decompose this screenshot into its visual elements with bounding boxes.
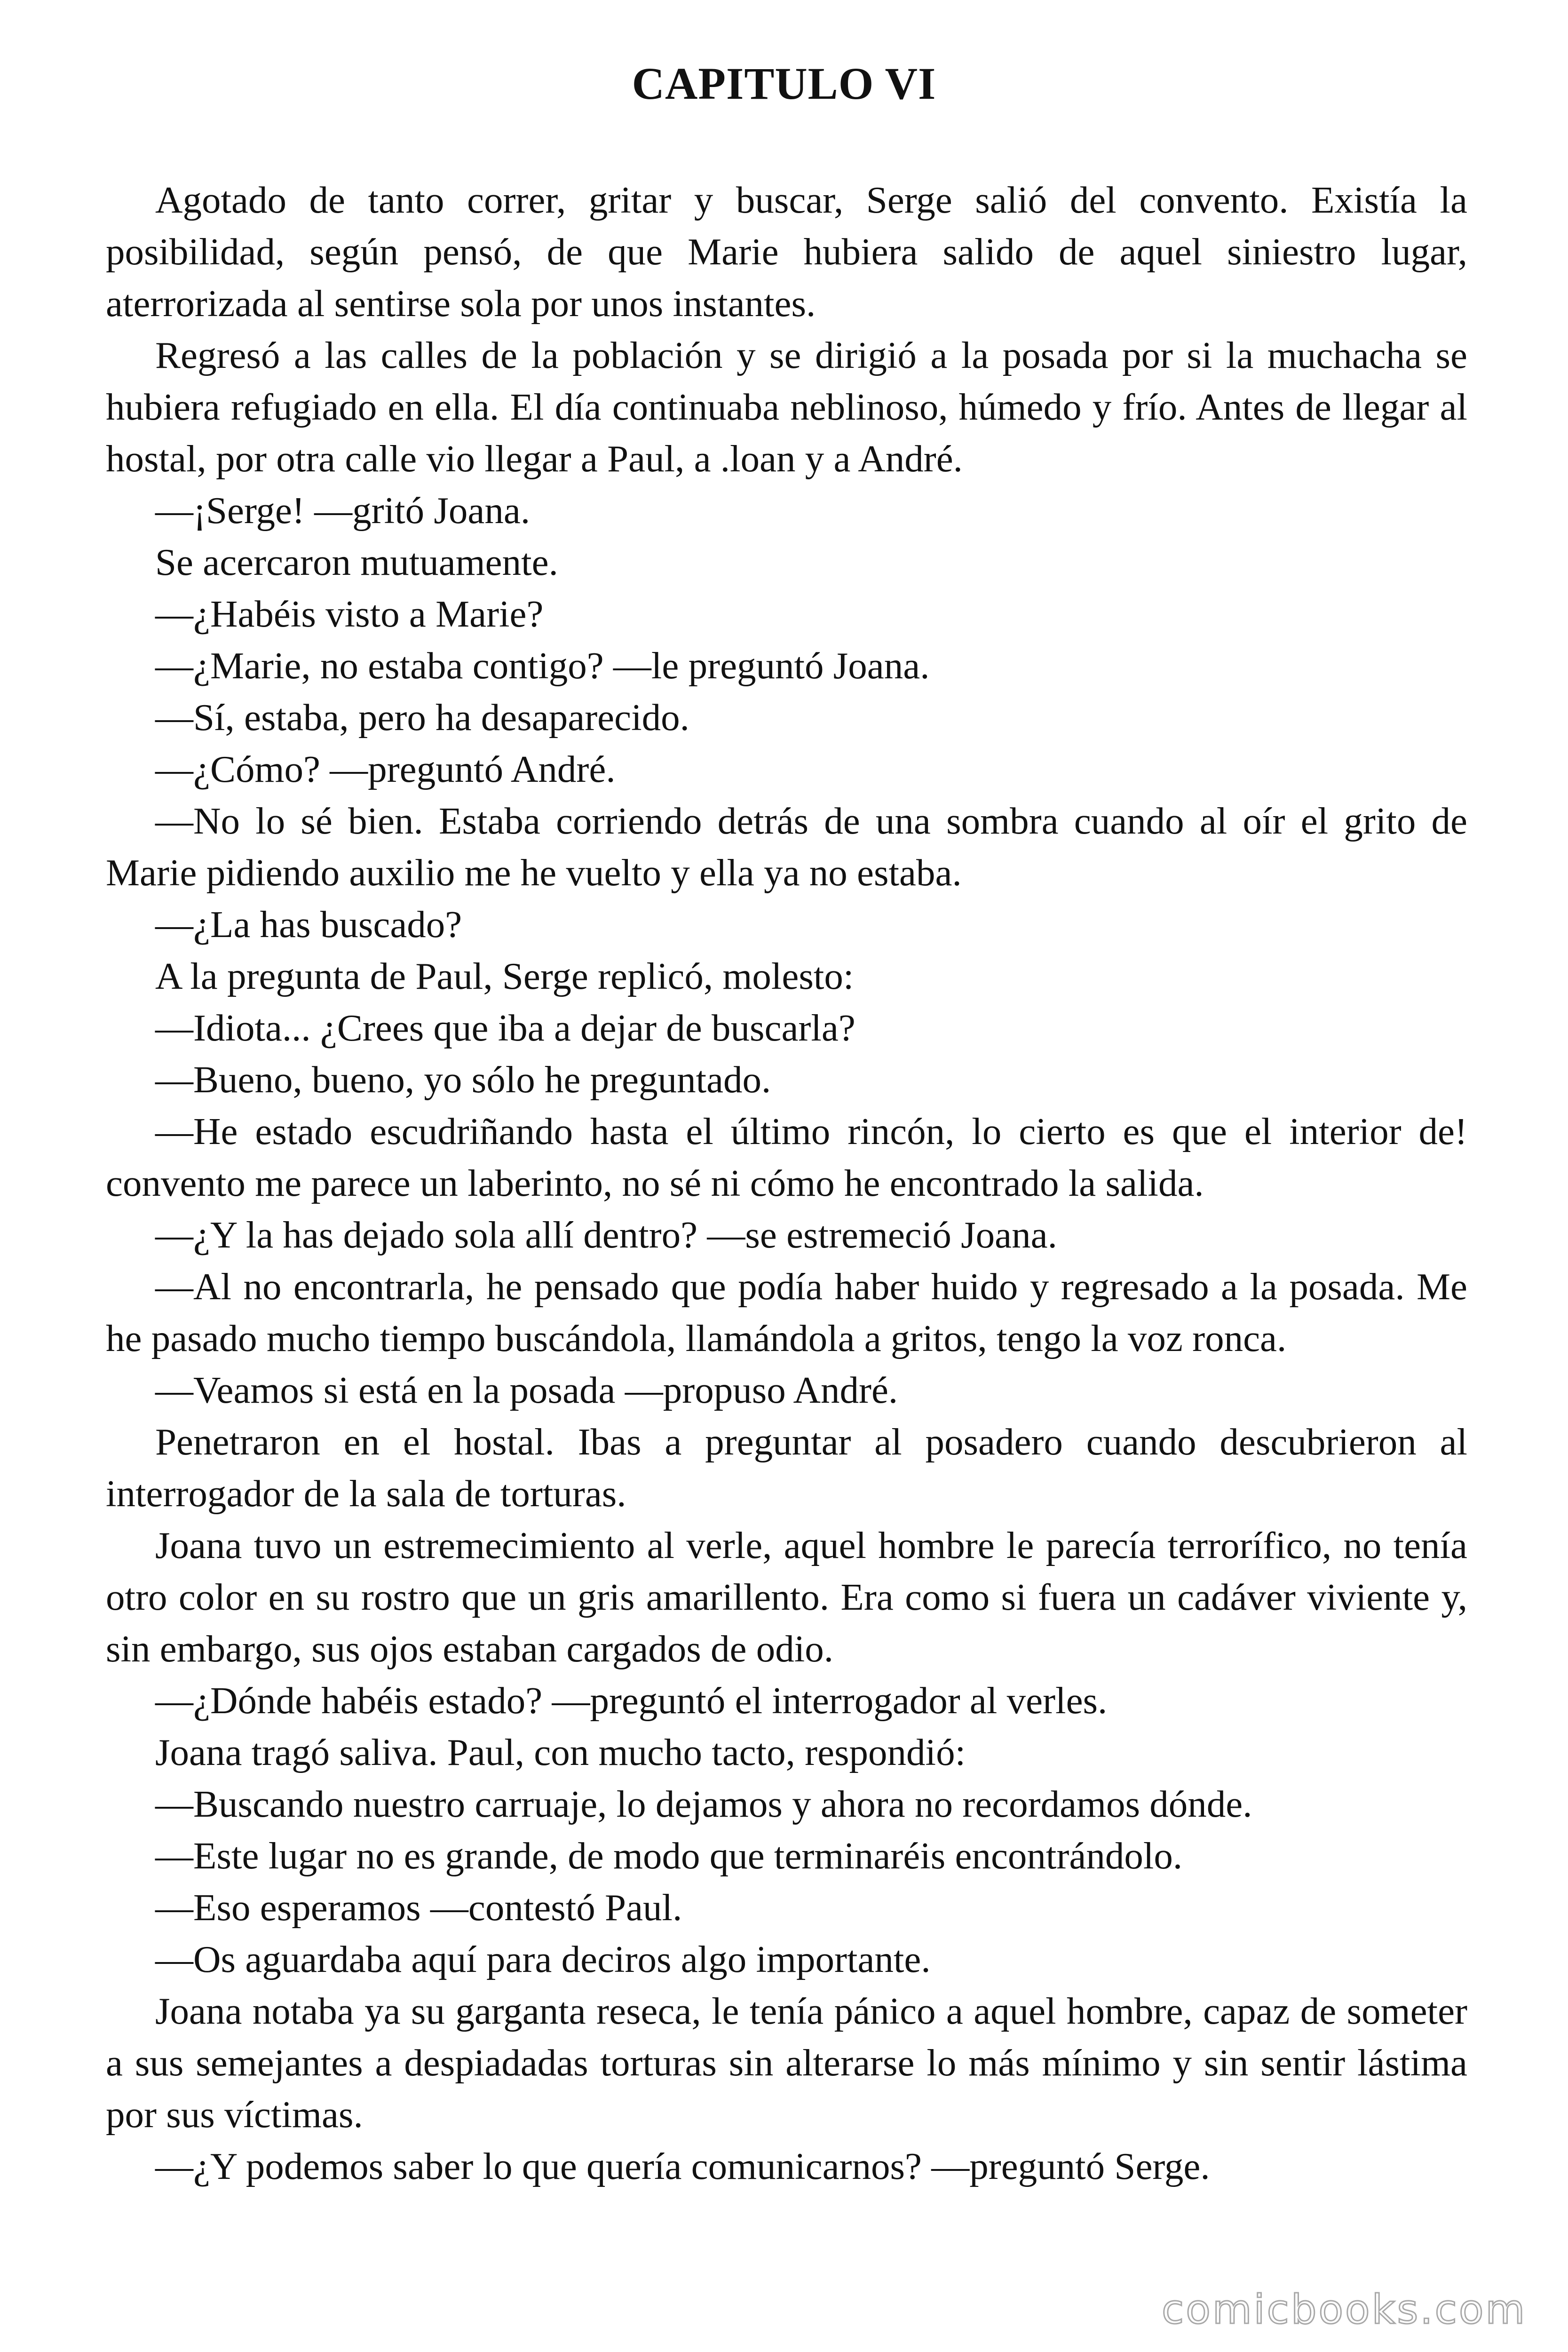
paragraph: —¿Marie, no estaba contigo? —le preguntó Joana. — [155, 644, 930, 687]
paragraph: —Sí, estaba, pero ha desaparecido. — [155, 696, 689, 739]
paragraph: Joana notaba ya su garganta reseca, le tenía pánico a aquel hombre, capaz de someter a sus semejantes a despiadadas torturas sin alterarse lo más mínimo y sin sentir lástima por sus víctimas. — [106, 1990, 1467, 2136]
paragraph: —¡Serge! —gritó Joana. — [155, 489, 531, 532]
paragraph: —Este lugar no es grande, de modo que terminaréis encontrándolo. — [155, 1835, 1183, 1877]
paragraph: —Eso esperamos —contestó Paul. — [155, 1886, 682, 1929]
paragraph: Joana tuvo un estremecimiento al verle, aquel hombre le parecía terrorífico, no tenía otro color en su rostro que un gris amarillento. Era como si fuera un cadáver viviente y, sin embargo, sus ojos estaban cargados de odio. — [106, 1524, 1467, 1670]
paragraph: A la pregunta de Paul, Serge replicó, molesto: — [155, 955, 854, 997]
paragraph: —¿Y podemos saber lo que quería comunicarnos? —preguntó Serge. — [155, 2145, 1210, 2187]
body-text — [106, 174, 1467, 2192]
paragraph: —¿Cómo? —preguntó André. — [155, 748, 616, 790]
paragraph: Se acercaron mutuamente. — [155, 541, 558, 583]
watermark: comicbooks.com — [1162, 2286, 1527, 2333]
paragraph: —Bueno, bueno, yo sólo he preguntado. — [155, 1058, 771, 1101]
chapter-title: CAPITULO VI — [632, 58, 936, 109]
paragraph: —¿La has buscado? — [155, 903, 462, 946]
paragraph: Regresó a las calles de la población y se dirigió a la posada por si la muchacha se hubiera refugiado en ella. El día continuaba neblinoso, húmedo y frío. Antes de llegar al hostal, por otra calle vio llegar a Paul, a .loan y a André. — [106, 334, 1467, 480]
paragraph: —¿Y la has dejado sola allí dentro? —se estremeció Joana. — [155, 1214, 1057, 1256]
paragraph: —Os aguardaba aquí para deciros algo importante. — [155, 1938, 931, 1980]
paragraph: Agotado de tanto correr, gritar y buscar, Serge salió del convento. Existía la posibilidad, según pensó, de que Marie hubiera salido de aquel siniestro lugar, aterrorizada al sentirse sola por unos instantes. — [106, 179, 1467, 325]
paragraph: —¿Dónde habéis estado? —preguntó el interrogador al verles. — [155, 1679, 1108, 1722]
paragraph: —Buscando nuestro carruaje, lo dejamos y ahora no recordamos dónde. — [155, 1783, 1252, 1825]
paragraph: Joana tragó saliva. Paul, con mucho tacto, respondió: — [155, 1731, 966, 1773]
paragraph: —Idiota... ¿Crees que iba a dejar de buscarla? — [155, 1007, 855, 1049]
paragraph: —No lo sé bien. Estaba corriendo detrás de una sombra cuando al oír el grito de Marie pidiendo auxilio me he vuelto y ella ya no estaba. — [106, 800, 1467, 894]
paragraph: —¿Habéis visto a Marie? — [155, 593, 544, 635]
paragraph: —He estado escudriñando hasta el último rincón, lo cierto es que el interior de! convento me parece un laberinto, no sé ni cómo he encontrado la salida. — [106, 1110, 1467, 1204]
paragraph: Penetraron en el hostal. Ibas a preguntar al posadero cuando descubrieron al interrogador de la sala de torturas. — [106, 1421, 1467, 1515]
paragraph: —Al no encontrarla, he pensado que podía haber huido y regresado a la posada. Me he pasado mucho tiempo buscándola, llamándola a gritos, tengo la voz ronca. — [106, 1265, 1467, 1359]
paragraph: —Veamos si está en la posada —propuso André. — [155, 1369, 898, 1411]
